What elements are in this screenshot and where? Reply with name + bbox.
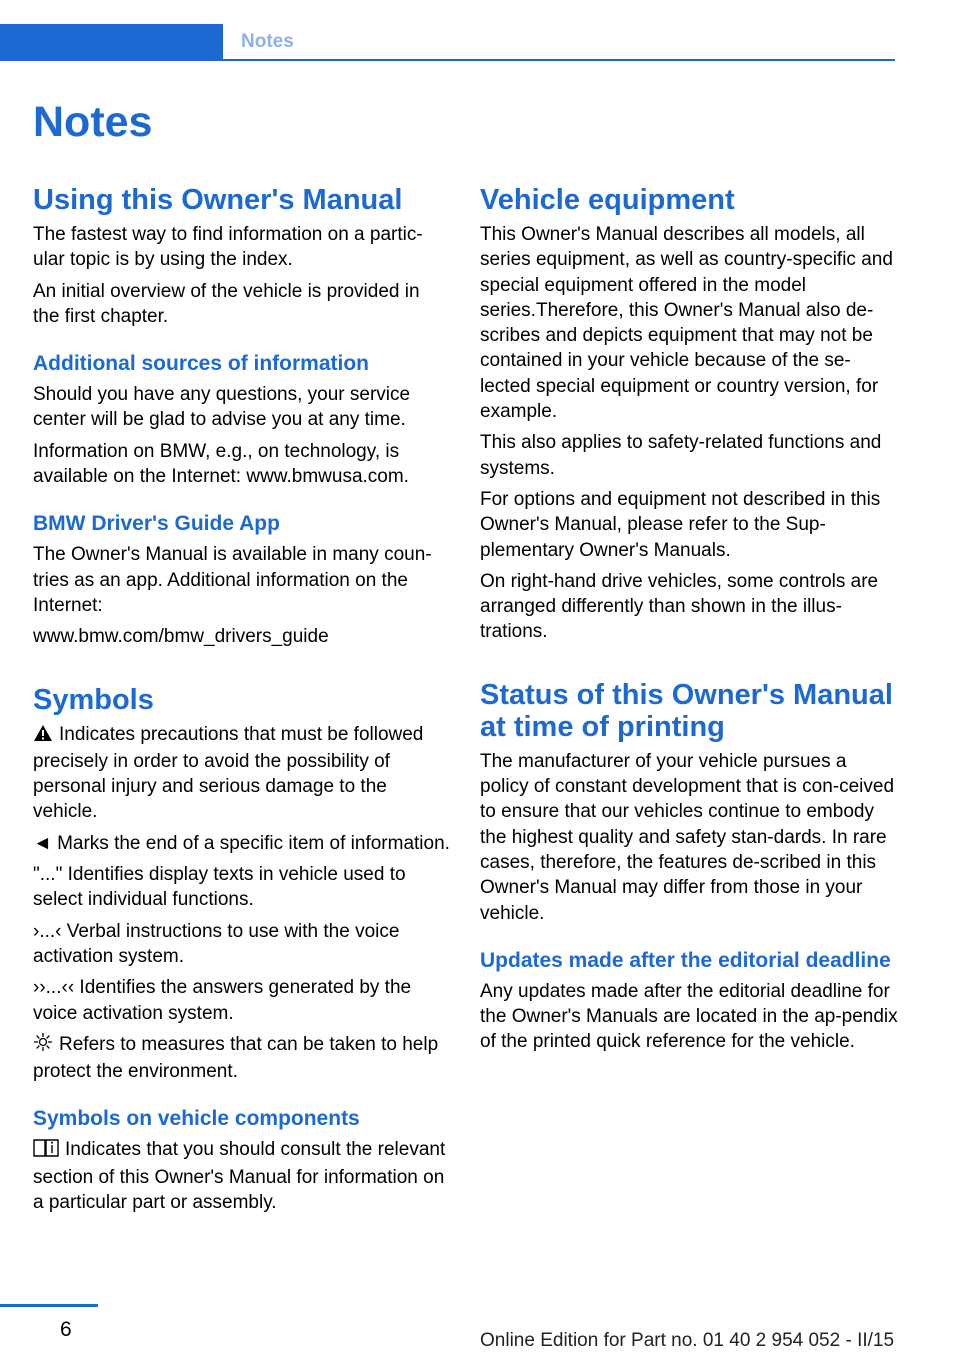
paragraph: Should you have any questions, your service center will be glad to advise you at any time. bbox=[33, 384, 411, 431]
left-column bbox=[33, 184, 451, 1221]
paragraph: www.bmw.com/bmw_drivers_guide bbox=[33, 626, 329, 648]
paragraph: The Owner's Manual is available in many coun‐tries as an app. Additional information on the Internet: bbox=[33, 544, 432, 616]
header-rule bbox=[223, 59, 895, 61]
environment-icon bbox=[33, 1032, 53, 1059]
page-title: Notes bbox=[33, 98, 153, 146]
warning-symbol-text: Indicates precautions that must be followed precisely in order to avoid the possibility of personal injury and serious damage to the vehicle. bbox=[33, 723, 424, 823]
header-section-label: Notes bbox=[241, 31, 294, 52]
paragraph-environment-symbol bbox=[33, 1032, 451, 1085]
paragraph: An initial overview of the vehicle is provided in the first chapter. bbox=[33, 280, 420, 327]
paragraph: The manufacturer of your vehicle pursues a policy of constant development that is con‐ceived to ensure that our vehicles continue to embody the highest quality and safety stan‐dards. In rare cases, therefore, the features de‐scribed in this Owner's Manual may differ from those in your vehicle. bbox=[480, 750, 895, 924]
heading-drivers-guide-app: BMW Driver's Guide App bbox=[33, 512, 280, 536]
paragraph: Any updates made after the editorial deadline for the Owner's Manuals are located in the ap‐pendix of the printed quick reference for the vehicle. bbox=[480, 980, 898, 1053]
paragraph: ››...‹‹ Identifies the answers generated by the voice activation system. bbox=[33, 977, 412, 1024]
heading-additional-sources: Additional sources of information bbox=[33, 352, 370, 376]
paragraph: ◄ Marks the end of a specific item of information. bbox=[33, 832, 450, 854]
environment-symbol-text: Refers to measures that can be taken to help protect the environment. bbox=[33, 1033, 439, 1083]
paragraph: On right-hand drive vehicles, some controls are arranged differently than shown in the illus‐trations. bbox=[480, 570, 879, 643]
paragraph-manual-symbol bbox=[33, 1137, 451, 1215]
warning-triangle-icon bbox=[33, 724, 53, 749]
paragraph: For options and equipment not described in this Owner's Manual, please refer to the Sup‐plementary Owner's Manuals. bbox=[480, 488, 881, 561]
manual-book-icon bbox=[33, 1137, 59, 1164]
footer-rule bbox=[0, 1304, 98, 1307]
header-bar bbox=[0, 24, 223, 61]
paragraph: The fastest way to find information on a partic‐ular topic is by using the index. bbox=[33, 224, 423, 271]
heading-updates-after-deadline: Updates made after the editorial deadline bbox=[480, 948, 891, 972]
paragraph: "..." Identifies display texts in vehicle used to select individual functions. bbox=[33, 864, 406, 911]
paragraph: ›...‹ Verbal instructions to use with the voice activation system. bbox=[33, 920, 400, 967]
paragraph: This also applies to safety-related functions and systems. bbox=[480, 432, 882, 479]
right-column bbox=[480, 184, 898, 1061]
heading-status-at-printing: Status of this Owner's Manual at time of printing bbox=[480, 678, 893, 743]
heading-using-manual: Using this Owner's Manual bbox=[33, 184, 403, 216]
heading-symbols-on-components: Symbols on vehicle components bbox=[33, 1107, 360, 1131]
heading-symbols: Symbols bbox=[33, 683, 154, 716]
heading-vehicle-equipment: Vehicle equipment bbox=[480, 184, 735, 216]
paragraph: This Owner's Manual describes all models, all series equipment, as well as country-specific and special equipment offered in the model series.Therefore, this Owner's Manual also de‐scribes and depicts equipment that may not be contained in your vehicle because of the se‐lected special equipment or country version, for example. bbox=[480, 224, 893, 423]
paragraph: Information on BMW, e.g., on technology, is available on the Internet: www.bmwusa.com. bbox=[33, 440, 409, 488]
paragraph-warning-symbol bbox=[33, 722, 451, 825]
edition-note: Online Edition for Part no. 01 40 2 954 052 - II/15 bbox=[480, 1330, 895, 1351]
page-number: 6 bbox=[60, 1318, 72, 1341]
manual-symbol-text: Indicates that you should consult the relevant section of this Owner's Manual for information on a particular part or assembly. bbox=[33, 1139, 446, 1214]
